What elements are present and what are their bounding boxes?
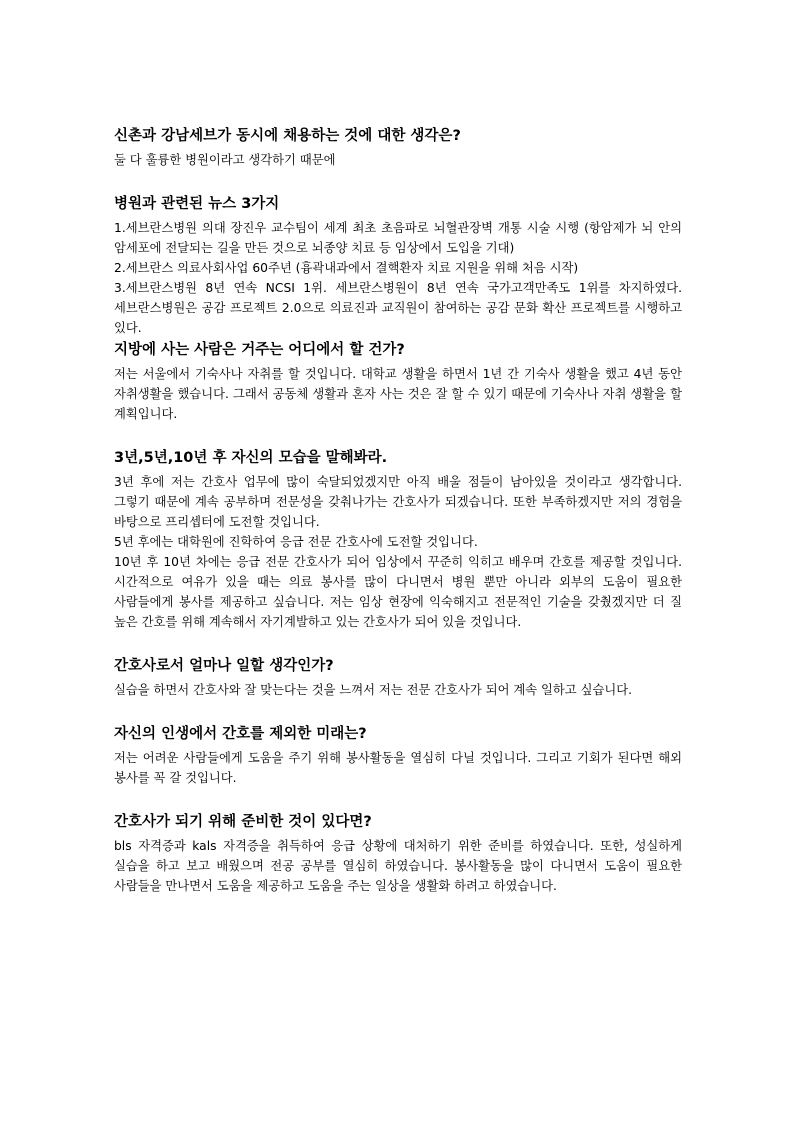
qa-section-residence <box>114 340 682 424</box>
question-heading: 3년,5년,10년 후 자신의 모습을 말해봐라. <box>114 450 388 466</box>
qa-section-life-future <box>114 724 682 788</box>
qa-section-news <box>114 194 682 338</box>
question-heading: 신촌과 강남세브가 동시에 채용하는 것에 대한 생각은? <box>114 128 461 144</box>
answer-paragraph: 실습을 하면서 간호사와 잘 맞는다는 것을 느껴서 저는 전문 간호사가 되어 계속 일하고 싶습니다. <box>114 683 632 697</box>
news-item-1: 1.세브란스병원 의대 장진우 교수팀이 세계 최초 초음파로 뇌혈관장벽 개통 시술 시행 (항암제가 뇌 안의 암세포에 전달되는 길을 만든 것으로 뇌종양 치료 등 임상에서 도입을 기대) <box>114 221 682 255</box>
document-page <box>114 126 682 896</box>
answer-paragraph: 저는 서울에서 기숙사나 자취를 할 것입니다. 대학교 생활을 하면서 1년 간 기숙사 생활을 했고 4년 동안 자취생활을 했습니다. 그래서 공동체 생활과 혼자 사는 것은 잘 할 수 있기 때문에 기숙사나 자취 생활을 할 계획입니다. <box>114 367 682 421</box>
answer-paragraph: bls 자격증과 kals 자격증을 취득하여 응급 상황에 대처하기 위한 준비를 하였습니다. 또한, 성실하게 실습을 하고 보고 배웠으며 전공 공부를 열심히 하였습니다. 봉사활동을 많이 다니면서 도움이 필요한 사람들을 만나면서 도움을 제공하고 도움을 주는 일상을 생활화 하려고 하였습니다. <box>114 839 682 893</box>
news-item-2: 2.세브란스 의료사회사업 60주년 (흉곽내과에서 결핵환자 치료 지원을 위해 처음 시작) <box>114 261 579 275</box>
question-heading: 지방에 사는 사람은 거주는 어디에서 할 건가? <box>114 342 405 358</box>
answer-paragraph-10-years: 10년 후 10년 차에는 응급 전문 간호사가 되어 임상에서 꾸준히 익히고 배우며 간호를 제공할 것입니다. 시간적으로 여유가 있을 때는 의료 봉사를 많이 다니면서 병원 뿐만 아니라 외부의 도움이 필요한 사람들에게 봉사를 제공하고 싶습니다. 저는 임상 현장에 익숙해지고 전문적인 기술을 갖췄겠지만 더 질 높은 간호를 위해 계속해서 자기계발하고 있는 간호사가 되어 있을 것입니다. <box>114 555 682 629</box>
qa-section-work-duration <box>114 656 682 700</box>
qa-section-future-self <box>114 448 682 632</box>
answer-paragraph-5-years: 5년 후에는 대학원에 진학하여 응급 전문 간호사에 도전할 것입니다. <box>114 535 478 549</box>
answer-paragraph: 저는 어려운 사람들에게 도움을 주기 위해 봉사활동을 열심히 다닐 것입니다. 그리고 기회가 된다면 해외 봉사를 꼭 갈 것입니다. <box>114 751 682 785</box>
qa-section-preparation <box>114 812 682 896</box>
question-heading: 병원과 관련된 뉴스 3가지 <box>114 196 280 212</box>
question-heading: 간호사로서 얼마나 일할 생각인가? <box>114 658 334 674</box>
answer-paragraph: 둘 다 훌륭한 병원이라고 생각하기 때문에 <box>114 153 336 167</box>
question-heading: 자신의 인생에서 간호를 제외한 미래는? <box>114 726 367 742</box>
answer-paragraph-3-years: 3년 후에 저는 간호사 업무에 많이 숙달되었겠지만 아직 배울 점들이 남아있을 것이라고 생각합니다. 그렇기 때문에 계속 공부하며 전문성을 갖춰나가는 간호사가 되겠습니다. 또한 부족하겠지만 저의 경험을 바탕으로 프리셉터에 도전할 것입니다. <box>114 475 682 529</box>
qa-section-hiring <box>114 126 682 170</box>
question-heading: 간호사가 되기 위해 준비한 것이 있다면? <box>114 814 372 830</box>
news-item-3: 3.세브란스병원 8년 연속 NCSI 1위. 세브란스병원이 8년 연속 국가고객만족도 1위를 차지하였다. 세브란스병원은 공감 프로젝트 2.0으로 의료진과 교직원이 참여하는 공감 문화 확산 프로젝트를 시행하고 있다. <box>114 281 682 335</box>
